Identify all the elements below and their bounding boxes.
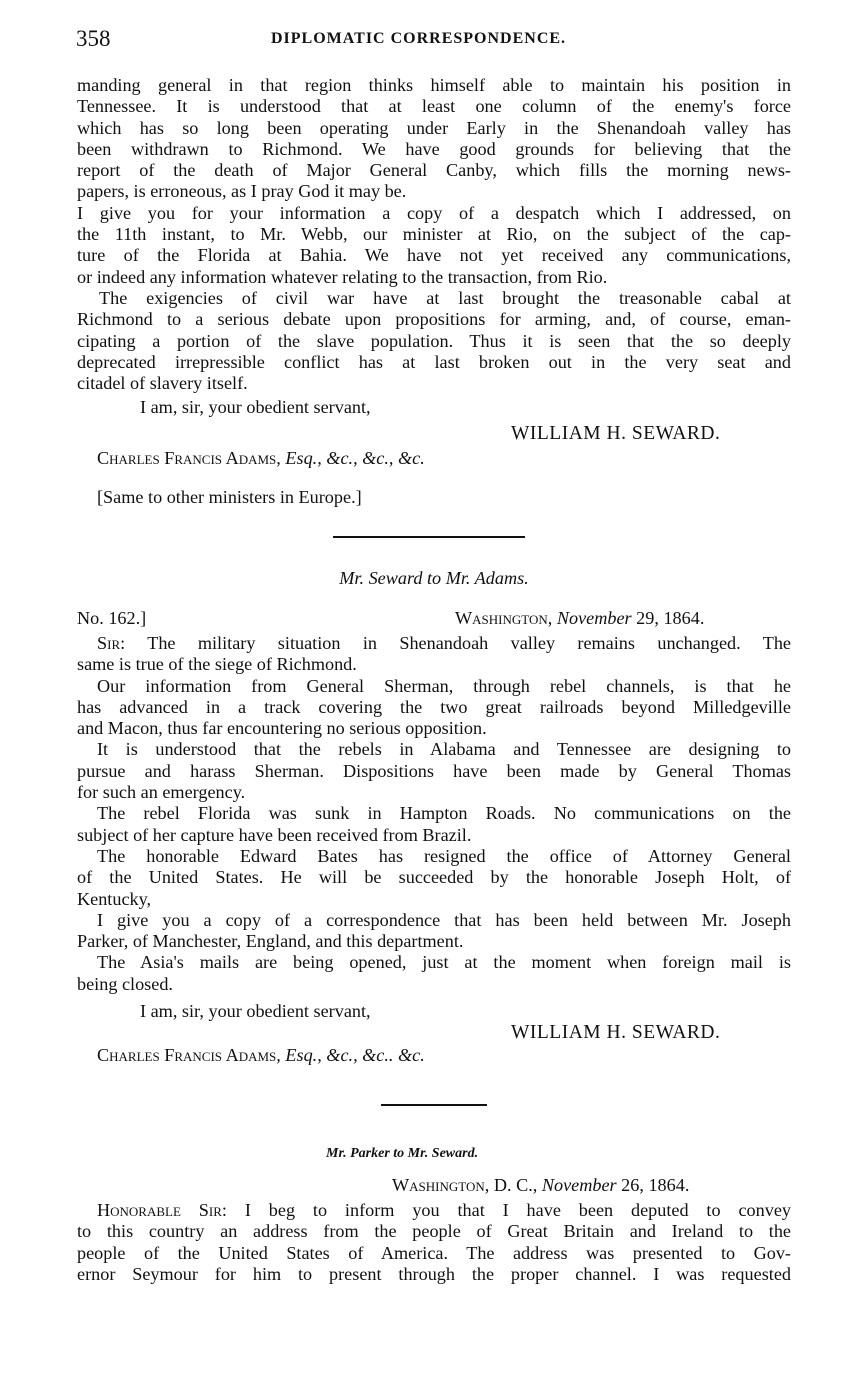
text-line: for such an emergency. xyxy=(77,782,246,803)
text-line: Honorable Sir: I beg to inform you that I have been deputed to convey xyxy=(97,1200,791,1220)
running-title: DIPLOMATIC CORRESPONDENCE. xyxy=(271,30,567,47)
text-line: ernor Seymour for him to present through the proper channel. I was requested xyxy=(77,1263,791,1284)
text-line: I give you a copy of a correspondence that has been held between Mr. Joseph xyxy=(97,909,791,930)
dateline-month: November xyxy=(556,608,632,628)
letter-number: No. 162.] xyxy=(77,608,147,628)
page-number: 358 xyxy=(76,26,111,51)
text-line: It is understood that the rebels in Alabama and Tennessee are designing to xyxy=(97,739,791,760)
text-line: and Macon, thus far encountering no serious opposition. xyxy=(77,718,487,739)
letter-title: Mr. Seward to Mr. Adams. xyxy=(339,568,529,588)
addressee-title: , Esq., &c., &c.. &c. xyxy=(276,1045,425,1065)
text-line: Sir: The military situation in Shenandoah valley remains unchanged. The xyxy=(97,633,791,653)
addressee-name: Charles Francis Adams xyxy=(97,448,277,468)
section-divider xyxy=(381,1104,487,1106)
letter-title: Mr. Parker to Mr. Seward. xyxy=(326,1146,479,1161)
text-line: I give you for your information a copy of a despatch which I addressed, on xyxy=(77,202,791,223)
salutation: Sir xyxy=(97,633,121,653)
letter2-body xyxy=(77,633,791,995)
signature: WILLIAM H. SEWARD. xyxy=(511,423,721,444)
text-line: which has so long been operating under Early in the Shenandoah valley has xyxy=(77,117,791,138)
text-line: same is true of the siege of Richmond. xyxy=(77,654,357,675)
text-line: manding general in that region thinks himself able to maintain his position in xyxy=(77,75,791,95)
text-line: been withdrawn to Richmond. We have good grounds for believing that the xyxy=(77,138,791,159)
dateline-place: Washington xyxy=(455,608,548,628)
dateline-day-year: 29, 1864. xyxy=(631,608,705,628)
text-line: of the United States. He will be succeeded by the honorable Joseph Holt, of xyxy=(77,867,791,888)
running-header xyxy=(76,26,791,56)
text-line: The exigencies of civil war have at last brought the treasonable cabal at xyxy=(99,287,791,308)
text-line: report of the death of Major General Canby, which fills the morning news- xyxy=(77,160,791,181)
dateline xyxy=(392,1175,689,1196)
text-line: The Asia's mails are being opened, just at the moment when foreign mail is xyxy=(97,952,791,973)
closing-line: I am, sir, your obedient servant, xyxy=(140,1001,371,1021)
text-line: subject of her capture have been received from Brazil. xyxy=(77,824,472,845)
text-line: The honorable Edward Bates has resigned the office of Attorney General xyxy=(97,845,791,866)
text-line: Our information from General Sherman, through rebel channels, is that he xyxy=(97,675,791,696)
text-line: papers, is erroneous, as I pray God it may be. xyxy=(77,181,407,202)
text-line: deprecated irrepressible conflict has at last broken out in the very seat and xyxy=(77,351,791,372)
text-line: Parker, of Manchester, England, and this department. xyxy=(77,931,464,952)
signature: WILLIAM H. SEWARD. xyxy=(511,1022,721,1043)
section-divider xyxy=(333,536,525,538)
text-line: cipating a portion of the slave population. Thus it is seen that the so deeply xyxy=(77,330,791,351)
dateline-day-year: 26, 1864. xyxy=(616,1175,690,1195)
addressee-title: , Esq., &c., &c., &c. xyxy=(276,448,425,468)
distribution-note: [Same to other ministers in Europe.] xyxy=(97,487,362,507)
text-line: ture of the Florida at Bahia. We have not yet received any communications, xyxy=(77,245,791,266)
letter1-body xyxy=(77,75,791,394)
addressee xyxy=(97,448,425,469)
salutation: Honorable Sir xyxy=(97,1200,222,1220)
text-line: or indeed any information whatever relating to the transaction, from Rio. xyxy=(77,266,608,287)
text-line: Kentucky, xyxy=(77,888,152,909)
addressee xyxy=(97,1045,425,1066)
dateline: Washington, November 29, 1864. xyxy=(455,608,705,628)
text-line: pursue and harass Sherman. Dispositions have been made by General Thomas xyxy=(77,760,791,781)
text-line: to this country an address from the people of Great Britain and Ireland to the xyxy=(77,1221,791,1242)
text-line: has advanced in a track covering the two great railroads beyond Milledgeville xyxy=(77,696,791,717)
text-line: citadel of slavery itself. xyxy=(77,373,248,394)
text-line: being closed. xyxy=(77,973,173,994)
dateline-place: Washington, D. C., xyxy=(392,1175,538,1195)
addressee-name: Charles Francis Adams xyxy=(97,1045,277,1065)
letter3-body xyxy=(77,1200,791,1285)
closing-line: I am, sir, your obedient servant, xyxy=(140,397,371,417)
dateline-month: November xyxy=(541,1175,617,1195)
text-line: Tennessee. It is understood that at least one column of the enemy's force xyxy=(77,96,791,117)
text-line: The rebel Florida was sunk in Hampton Roads. No communications on the xyxy=(97,803,791,824)
text-line: Richmond to a serious debate upon propositions for arming, and, of course, eman- xyxy=(77,309,791,330)
text-line: the 11th instant, to Mr. Webb, our minister at Rio, on the subject of the cap- xyxy=(77,224,791,245)
text-line: people of the United States of America. The address was presented to Gov- xyxy=(77,1242,791,1263)
